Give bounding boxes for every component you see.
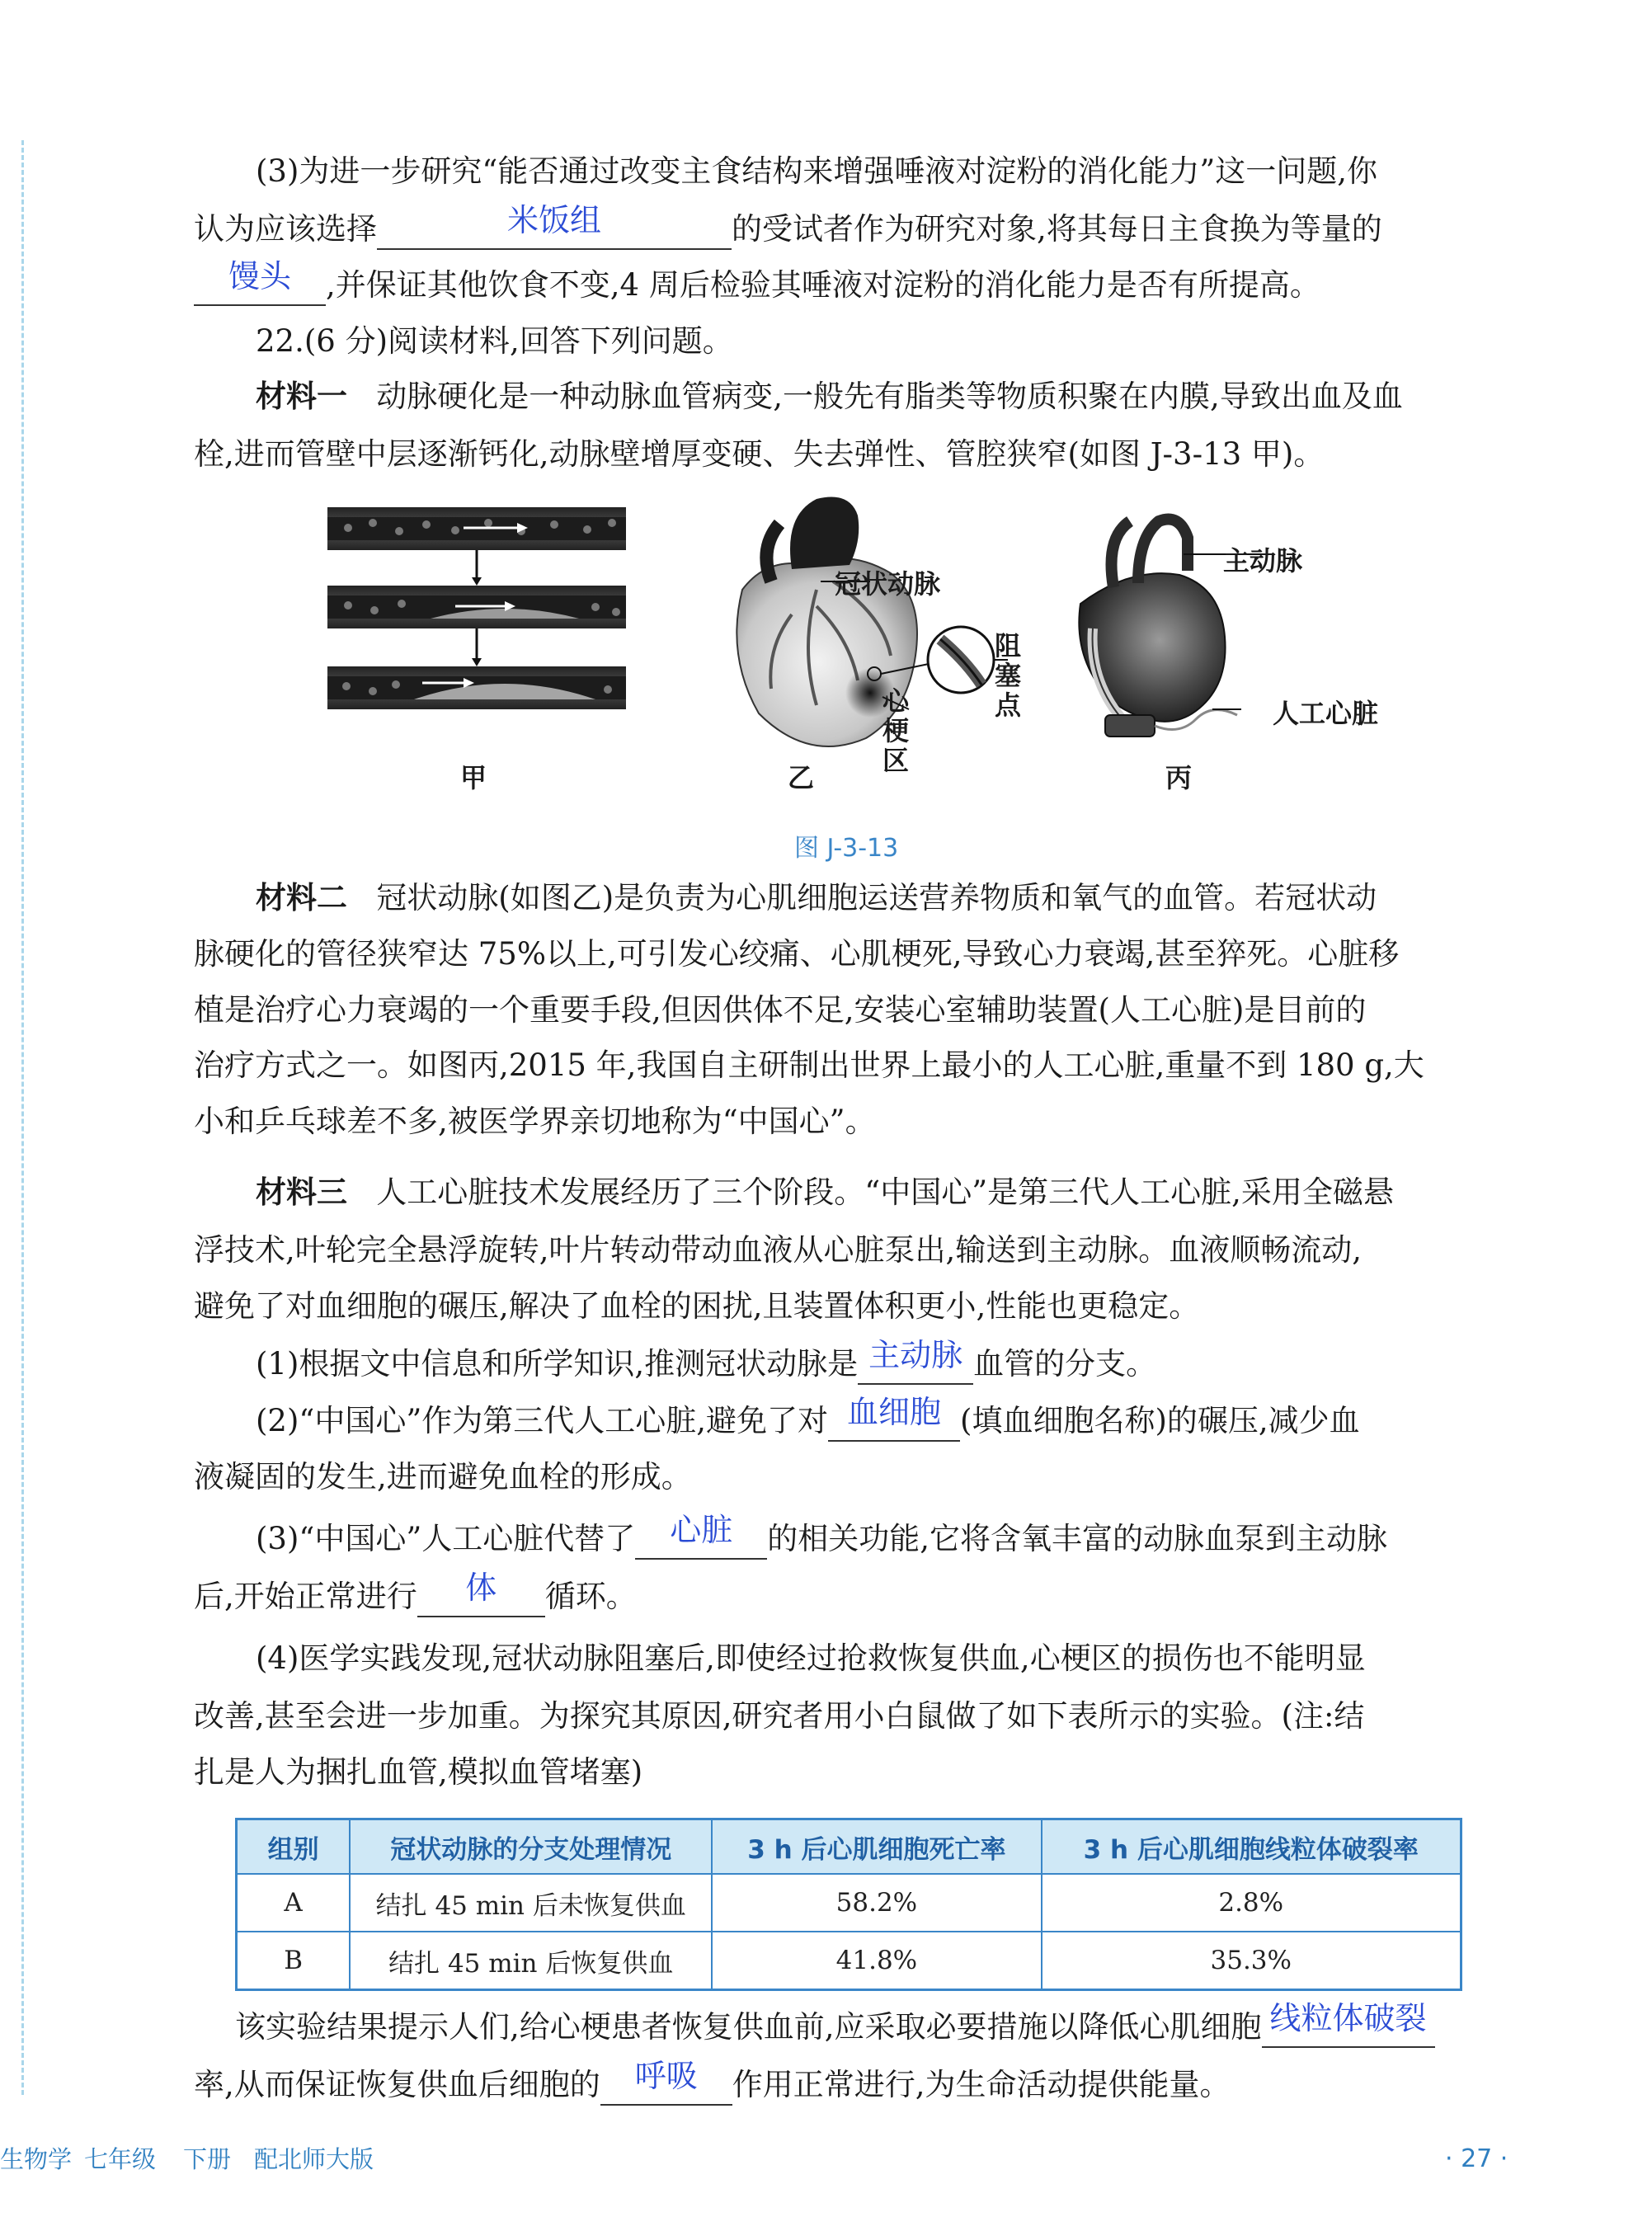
table-header-death-rate: 3 h 后心肌细胞死亡率 [712, 1819, 1041, 1875]
sub-question-3-line1: (3)“中国心”人工心脏代替了 心脏 的相关功能,它将含氧丰富的动脉血泵到主动脉 [256, 1518, 1387, 1560]
sub-question-1: (1)根据文中信息和所学知识,推测冠状动脉是 主动脉 血管的分支。 [256, 1343, 1156, 1386]
material1-line1: 材料一 动脉硬化是一种动脉血管病变,一般先有脂类等物质积聚在内膜,导致出血及血 [256, 379, 1403, 414]
experiment-table [235, 1818, 1462, 1991]
table-cell: 2.8% [1042, 1874, 1461, 1932]
table-header-rupture-rate: 3 h 后心肌细胞线粒体破裂率 [1042, 1819, 1461, 1875]
table-header-row [237, 1819, 1461, 1875]
material3-line2: 浮技术,叶轮完全悬浮旋转,叶片转动带动血液从心脏泵出,输送到主动脉。血液顺畅流动, [194, 1232, 1363, 1268]
answer-blank-3[interactable]: 主动脉 [858, 1344, 973, 1385]
q21-3-line3: 馒头 ,并保证其他饮食不变,4 周后检验其唾液对淀粉的消化能力是否有所提高。 [194, 264, 1320, 307]
material2-line2: 脉硬化的管径狭窄达 75%以上,可引发心绞痛、心肌梗死,导致心力衰竭,甚至猝死。心脏移 [194, 936, 1400, 972]
answer-blank-8[interactable]: 呼吸 [600, 2065, 732, 2106]
sub-question-4-line1: (4)医学实践发现,冠状动脉阻塞后,即使经过抢救恢复供血,心梗区的损伤也不能明显 [256, 1640, 1366, 1676]
answer-blank-6[interactable]: 体 [417, 1577, 545, 1617]
material2-line4: 治疗方式之一。如图丙,2015 年,我国自主研制出世界上最小的人工心脏,重量不到 180 g,大 [194, 1047, 1424, 1083]
answer-blank-4[interactable]: 血细胞 [828, 1401, 960, 1442]
sub-question-2-line1: (2)“中国心”作为第三代人工心脏,避免了对 血细胞 (填血细胞名称)的碾压,减少血 [256, 1400, 1360, 1443]
conclusion-line1: 该实验结果提示人们,给心梗患者恢复供血前,应采取必要措施以降低心肌细胞 线粒体破裂 [235, 2006, 1435, 2049]
footer-volume: 下册 [183, 2145, 232, 2173]
q22-title: 22.(6 分)阅读材料,回答下列问题。 [256, 323, 733, 359]
margin-dashed-line [21, 140, 24, 2095]
table-row [237, 1932, 1461, 1990]
table-cell: 41.8% [712, 1932, 1041, 1990]
table-header-group: 组别 [237, 1819, 351, 1875]
table-cell: 结扎 45 min 后未恢复供血 [350, 1874, 712, 1932]
table-cell: 35.3% [1042, 1932, 1461, 1990]
material2-line5: 小和乒乓球差不多,被医学界亲切地称为“中国心”。 [194, 1104, 876, 1139]
figure-label-blockage: 阻 塞 点 [994, 630, 1021, 721]
answer-blank-7[interactable]: 线粒体破裂 [1262, 2007, 1435, 2048]
material2-line3: 植是治疗心力衰竭的一个重要手段,但因供体不足,安装心室辅助装置(人工心脏)是目前的 [194, 992, 1367, 1028]
sub-question-4-line2: 改善,甚至会进一步加重。为探究其原因,研究者用小白鼠做了如下表所示的实验。(注:结 [194, 1698, 1365, 1734]
footer-grade: 七年级 [84, 2145, 157, 2173]
figure-label-coronary: 冠状动脉 [835, 568, 941, 600]
answer-blank-2[interactable]: 馒头 [194, 266, 326, 306]
q21-3-line2: 认为应该选择 米饭组 的受试者作为研究对象,将其每日主食换为等量的 [194, 208, 1382, 251]
figure-label-artificial-heart: 人工心脏 [1273, 698, 1379, 729]
material3-line1: 材料三 人工心脏技术发展经历了三个阶段。“中国心”是第三代人工心脏,采用全磁悬 [256, 1174, 1394, 1210]
material1-line2: 栓,进而管壁中层逐渐钙化,动脉壁增厚变硬、失去弹性、管腔狭窄(如图 J-3-13 甲)。 [194, 436, 1325, 472]
sub-question-4-line3: 扎是人为捆扎血管,模拟血管堵塞) [194, 1754, 643, 1790]
q21-3-line1: (3)为进一步研究“能否通过改变主食结构来增强唾液对淀粉的消化能力”这一问题,你 [256, 153, 1378, 189]
figure-label-bing: 丙 [1165, 762, 1193, 793]
table-cell: A [237, 1874, 351, 1932]
table-header-treatment: 冠状动脉的分支处理情况 [350, 1819, 712, 1875]
answer-blank-5[interactable]: 心脏 [635, 1519, 767, 1560]
figure-label-jia: 甲 [460, 762, 487, 793]
table-cell: B [237, 1932, 351, 1990]
figure-label-infarct: 心 梗 区 [882, 685, 909, 776]
sub-question-3-line2: 后,开始正常进行 体 循环。 [194, 1575, 637, 1618]
figure-caption: 图 J-3-13 [794, 834, 899, 863]
answer-blank-1[interactable]: 米饭组 [377, 209, 732, 250]
footer-edition: 配北师大版 [254, 2145, 374, 2173]
table-row [237, 1874, 1461, 1932]
table-cell: 结扎 45 min 后恢复供血 [350, 1932, 712, 1990]
table-cell: 58.2% [712, 1874, 1041, 1932]
material2-line1: 材料二 冠状动脉(如图乙)是负责为心肌细胞运送营养物质和氧气的血管。若冠状动 [256, 880, 1377, 915]
figure-label-aorta: 主动脉 [1223, 545, 1303, 577]
sub-question-2-line2: 液凝固的发生,进而避免血栓的形成。 [194, 1459, 692, 1494]
footer-subject: 生物学 [0, 2145, 73, 2173]
conclusion-line2: 率,从而保证恢复供血后细胞的 呼吸 作用正常进行,为生命活动提供能量。 [194, 2064, 1231, 2106]
figure-label-yi: 乙 [788, 762, 815, 793]
material3-line3: 避免了对血细胞的碾压,解决了血栓的困扰,且装置体积更小,性能也更稳定。 [194, 1288, 1200, 1324]
page-number: · 27 · [1445, 2144, 1508, 2173]
figure-jia-artery [323, 503, 630, 713]
